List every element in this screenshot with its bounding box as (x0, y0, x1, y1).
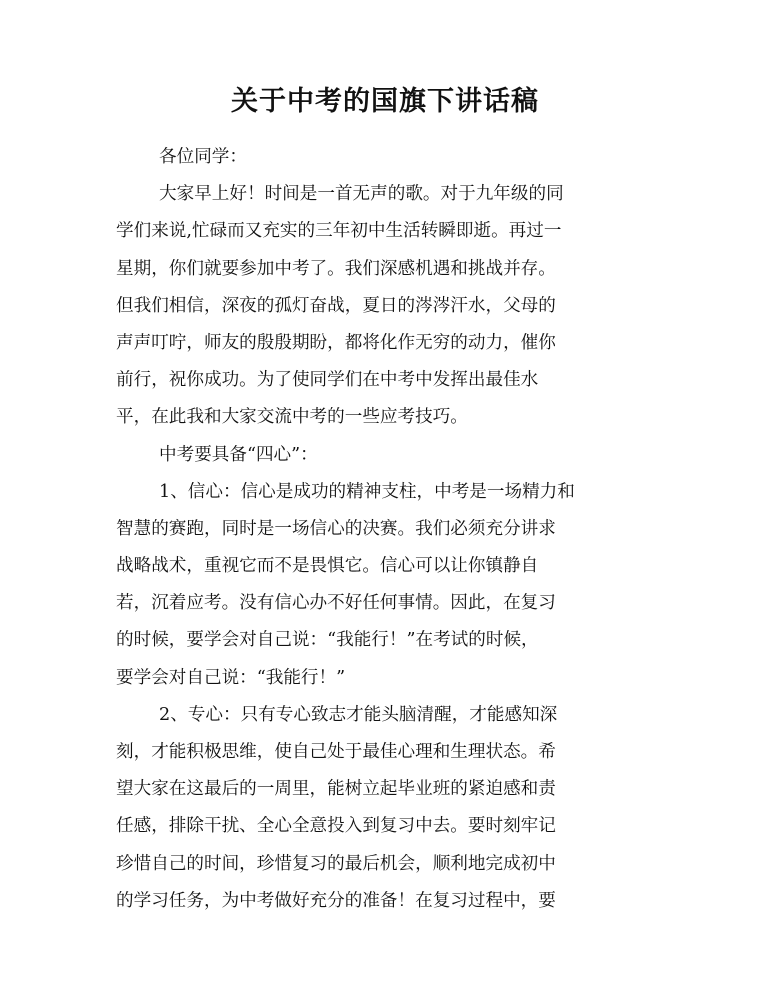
document-title: 关于中考的国旗下讲话稿 (231, 86, 539, 117)
body-line: 任感，排除干扰、全心全意投入到复习中去。要时刻牢记 (116, 816, 556, 837)
body-line: 前行，祝你成功。为了使同学们在中考中发挥出最佳水 (116, 370, 539, 391)
body-line: 若，沉着应考。没有信心办不好任何事情。因此，在复习 (116, 593, 556, 614)
body-line: 各位同学： (159, 147, 247, 167)
body-line: 但我们相信，深夜的孤灯奋战，夏日的涔涔汗水，父母的 (116, 295, 556, 316)
body-line: 声声叮咛，师友的殷殷期盼，都将化作无穷的动力，催你 (116, 332, 556, 353)
body-line: 2、专心：只有专心致志才能头脑清醒，才能感知深 (159, 704, 558, 725)
body-line: 平，在此我和大家交流中考的一些应考技巧。 (116, 407, 468, 428)
body-line: 学们来说,忙碌而又充实的三年初中生活转瞬即逝。再过一 (116, 221, 562, 242)
body-line: 中考要具备“四心”： (159, 444, 318, 465)
body-line: 的学习任务，为中考做好充分的准备！在复习过程中，要 (116, 890, 556, 911)
body-line: 1、信心：信心是成功的精神支柱，中考是一场精力和 (159, 481, 575, 502)
body-line: 刻，才能积极思维，使自己处于最佳心理和生理状态。希 (116, 742, 556, 762)
body-line: 要学会对自己说：“我能行！” (116, 667, 346, 688)
document-body (116, 139, 646, 920)
body-line: 望大家在这最后的一周里，能树立起毕业班的紧迫感和责 (116, 779, 556, 800)
body-line: 智慧的赛跑，同时是一场信心的决赛。我们必须充分讲求 (116, 518, 556, 539)
body-line: 星期，你们就要参加中考了。我们深感机遇和挑战并存。 (116, 258, 556, 279)
body-line: 大家早上好！时间是一首无声的歌。对于九年级的同 (159, 184, 564, 205)
body-line: 战略战术，重视它而不是畏惧它。信心可以让你镇静自 (116, 556, 539, 577)
body-line: 的时候，要学会对自己说：“我能行！”在考试的时候， (116, 630, 539, 651)
body-line: 珍惜自己的时间，珍惜复习的最后机会，顺利地完成初中 (116, 853, 556, 874)
